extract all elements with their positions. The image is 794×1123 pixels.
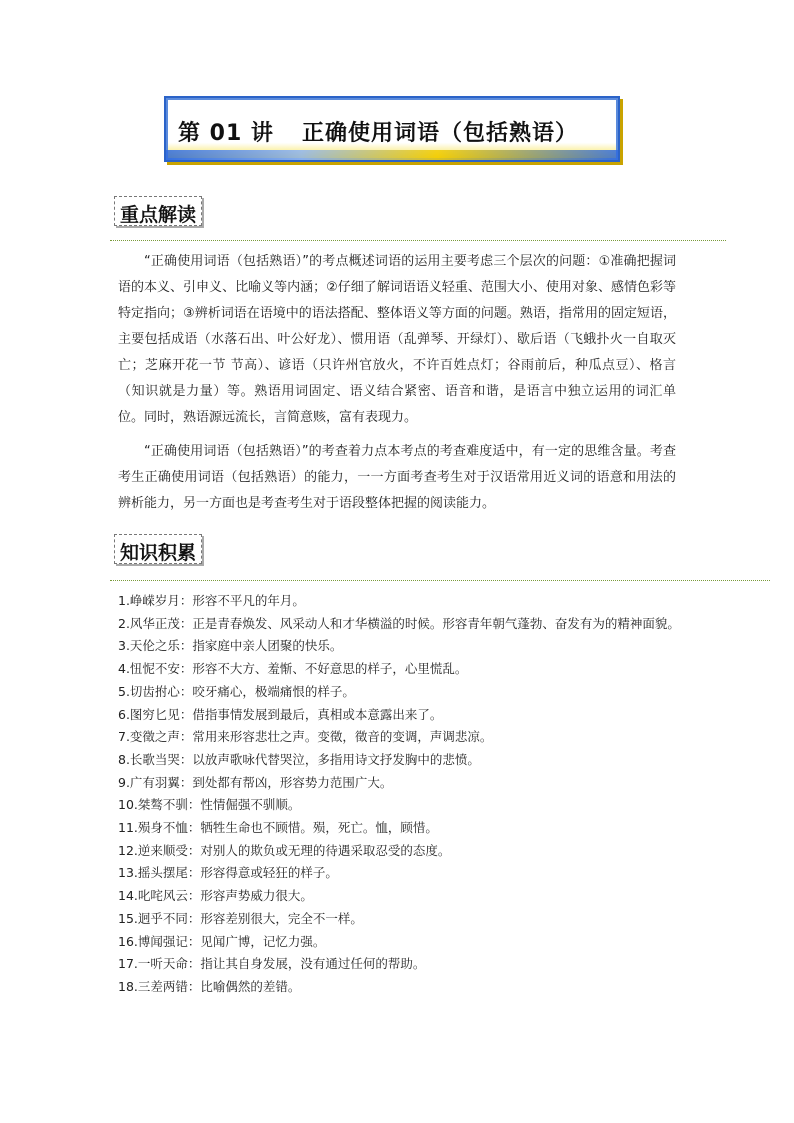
section-heading-knowledge: 知识积累 — [114, 534, 202, 564]
list-item: 7.变徵之声：常用来形容悲壮之声。变徵，徵音的变调，声调悲凉。 — [118, 729, 493, 745]
list-item: 2.风华正茂：正是青春焕发、风采动人和才华横溢的时候。形容青年朝气蓬勃、奋发有为的精神面貌。 — [118, 615, 680, 631]
list-item: 6.图穷匕见：借指事情发展到最后，真相或本意露出来了。 — [118, 706, 443, 722]
lecture-topic: 正确使用词语（包括熟语） — [301, 121, 578, 146]
list-item: 14.叱咤风云：形容声势威力很大。 — [118, 888, 313, 904]
idiom-list — [118, 590, 688, 999]
list-item: 1.峥嵘岁月：形容不平凡的年月。 — [118, 593, 305, 608]
paragraph-intro-2: “正确使用词语（包括熟语）”的考查着力点本考点的考查难度适中，有一定的思维含量。考查考生正确使用词语（包括熟语）的能力，一一方面考查考生对于汉语常用近义词的语意和用法的辨析能力，另一方面也是考查考生对于语段整体把握的阅读能力。 — [118, 444, 676, 511]
paragraph-intro-1: “正确使用词语（包括熟语）”的考点概述词语的运用主要考虑三个层次的问题：①准确把握词语的本义、引申义、比喻义等内涵；②仔细了解词语语义轻重、范围大小、使用对象、感情色彩等特定指向；③辨析词语在语境中的语法搭配、整体语义等方面的问题。熟语，指常用的固定短语，主要包括成语（水落石出、叶公好龙）、惯用语（乱弹琴、开绿灯）、歇后语（飞蛾扑火一自取灭亡；芝麻开花一节 节高）、谚语（只许州官放火，不许百姓点灯；谷雨前后，种瓜点豆）、格言（知识就是力量）等。熟语用词固定、语义结合紧密、语音和谐，是语言中独立运用的词汇单位。同时，熟语源远流长，言简意赅，富有表现力。 — [118, 254, 676, 425]
list-item: 9.广有羽翼：到处都有帮凶，形容势力范围广大。 — [118, 774, 393, 790]
list-item: 11.殒身不恤：牺牲生命也不顾惜。殒，死亡。恤，顾惜。 — [118, 820, 438, 836]
lecture-number: 第 01 讲 — [178, 121, 274, 146]
list-item: 18.三差两错：比喻偶然的差错。 — [118, 978, 301, 994]
list-item: 4.忸怩不安：形容不大方、羞惭、不好意思的样子，心里慌乱。 — [118, 661, 468, 677]
list-item: 13.摇头摆尾：形容得意或轻狂的样子。 — [118, 865, 338, 881]
list-item: 17.一听天命：指让其自身发展，没有通过任何的帮助。 — [118, 956, 426, 972]
title-banner — [164, 96, 620, 162]
page-title — [178, 116, 578, 147]
section-divider — [110, 240, 726, 241]
list-item: 5.切齿拊心：咬牙痛心，极端痛恨的样子。 — [118, 683, 355, 699]
list-item: 8.长歌当哭：以放声歌咏代替哭泣，多指用诗文抒发胸中的悲愤。 — [118, 751, 480, 767]
section-divider — [110, 580, 770, 581]
section-heading-key-points: 重点解读 — [114, 196, 202, 226]
list-item: 15.迥乎不同：形容差别很大，完全不一样。 — [118, 910, 363, 926]
list-item: 16.博闻强记：见闻广博，记忆力强。 — [118, 933, 326, 949]
list-item: 10.桀骜不驯：性情倔强不驯顺。 — [118, 797, 301, 813]
list-item: 3.天伦之乐：指家庭中亲人团聚的快乐。 — [118, 638, 343, 654]
list-item: 12.逆来顺受：对别人的欺负或无理的待遇采取忍受的态度。 — [118, 842, 451, 858]
